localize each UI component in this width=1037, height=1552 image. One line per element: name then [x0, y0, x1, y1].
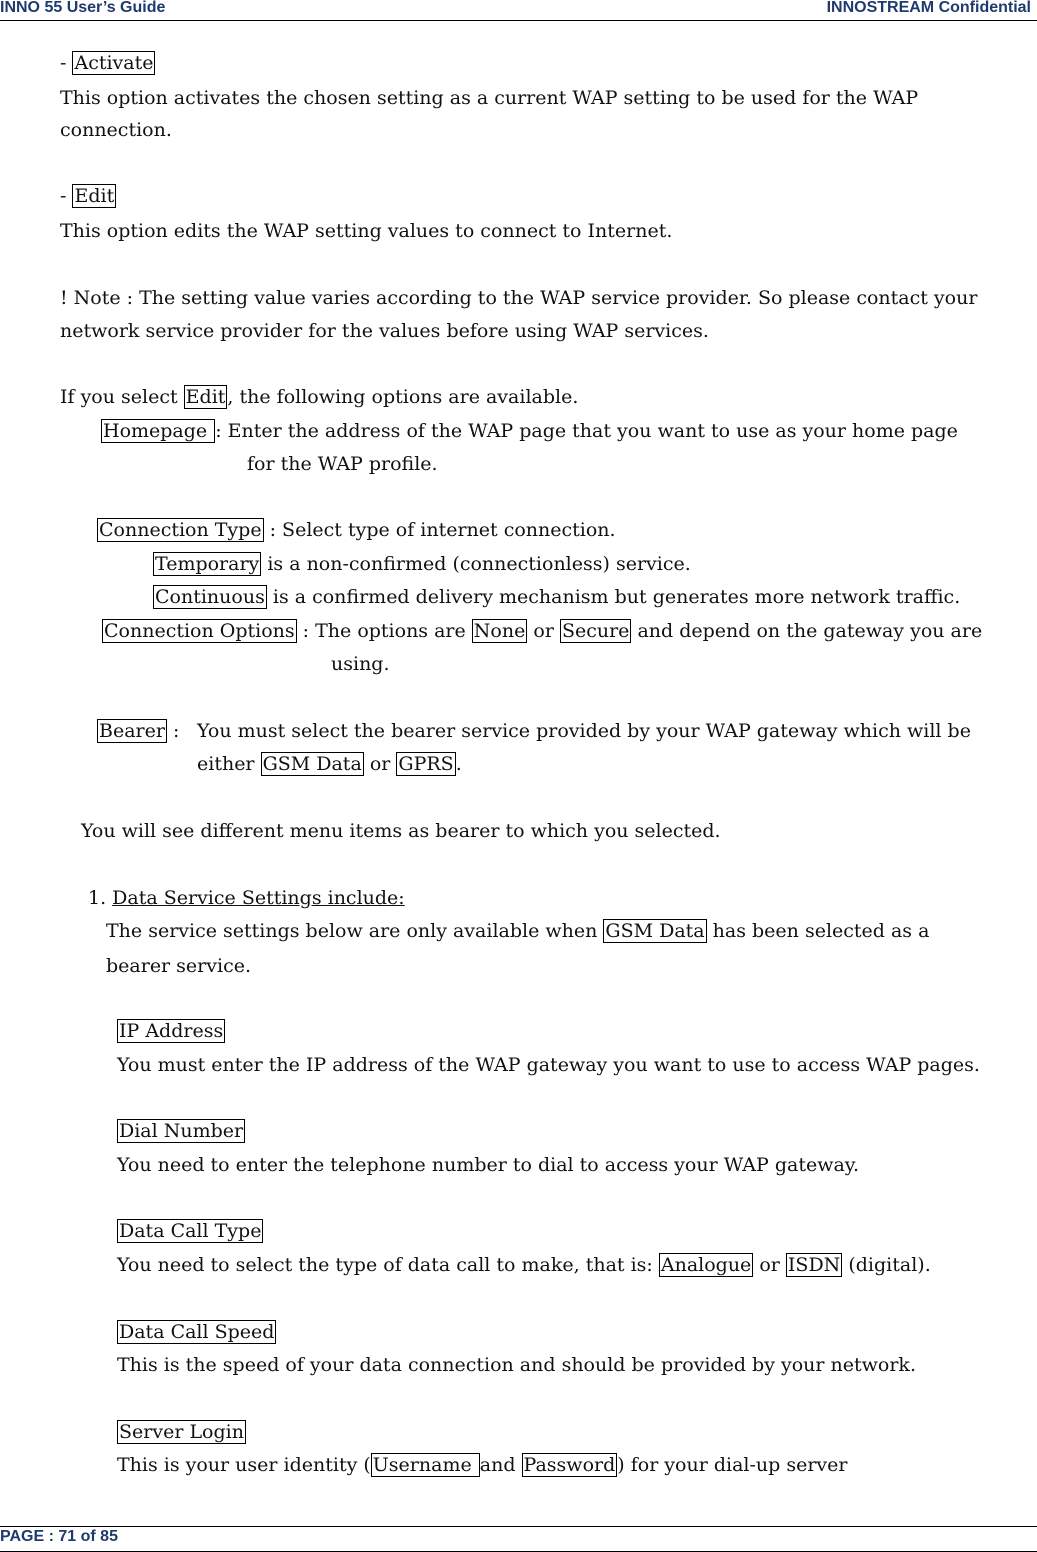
data-service-line-1: The service settings below are only available when GSM Data has been selected as a — [106, 920, 930, 942]
activate-desc-1: This option activates the chosen setting as a current WAP setting to be used for the WAP — [60, 87, 919, 109]
note-label: ! Note — [60, 287, 121, 309]
connection-type-line: Connection Type : Select type of internet connection. — [99, 519, 616, 541]
dial-number-heading — [117, 1119, 245, 1143]
note-line-1: ! Note : The setting value varies according to the WAP service provider. So please contact your — [60, 287, 978, 309]
homepage-line-1: Homepage : Enter the address of the WAP page that you want to use as your home page — [103, 420, 958, 442]
continuous-label: Continuous — [155, 586, 265, 608]
ip-address-heading — [117, 1019, 225, 1043]
data-call-type-heading — [117, 1219, 263, 1243]
activate-desc-2: connection. — [60, 119, 172, 141]
server-login-heading — [117, 1420, 246, 1444]
activate-label: Activate — [74, 52, 154, 74]
page-footer — [0, 1526, 1037, 1552]
bearer-line-1: Bearer : — [99, 720, 180, 742]
homepage-label: Homepage — [103, 420, 214, 442]
menu-items-text: You will see different menu items as bearer to which you selected. — [81, 820, 721, 842]
data-call-speed-desc: This is the speed of your data connection and should be provided by your network. — [117, 1354, 916, 1376]
analogue-option: Analogue — [660, 1254, 752, 1276]
username-option: Username — [372, 1454, 478, 1476]
bearer-label: Bearer — [99, 720, 165, 742]
page-number: PAGE : 71 of 85 — [0, 1528, 118, 1545]
select-edit-line: If you select Edit , the following options are available. — [60, 386, 579, 408]
dial-number-desc: You need to enter the telephone number to dial to access your WAP gateway. — [117, 1154, 860, 1176]
none-option: None — [473, 620, 526, 642]
data-call-speed-label: Data Call Speed — [119, 1321, 275, 1343]
temporary-line: Temporary is a non-confirmed (connectionless) service. — [155, 553, 691, 575]
data-call-type-label: Data Call Type — [119, 1220, 262, 1242]
bearer-line-2: either GSM Data or GPRS . — [197, 753, 462, 775]
temporary-label: Temporary — [155, 553, 260, 575]
isdn-option: ISDN — [787, 1254, 841, 1276]
select-edit-label: Edit — [185, 386, 226, 408]
ip-address-desc: You must enter the IP address of the WAP gateway you want to use to access WAP pages. — [117, 1054, 980, 1076]
password-option: Password — [523, 1454, 616, 1476]
ip-address-label: IP Address — [119, 1020, 224, 1042]
connection-options-label: Connection Options — [104, 620, 295, 642]
connection-options-line-2: using. — [331, 653, 390, 675]
data-service-title: Data Service Settings — [112, 887, 322, 909]
connection-options-line-1: Connection Options : The options are None or Secure and depend on the gateway you are — [104, 620, 983, 642]
connection-type-label: Connection Type — [99, 519, 262, 541]
header-confidential: INNOSTREAM Confidential — [826, 0, 1031, 16]
secure-option: Secure — [561, 620, 630, 642]
continuous-line: Continuous is a confirmed delivery mechanism but generates more network traffic. — [155, 586, 961, 608]
homepage-line-2: for the WAP profile. — [247, 453, 438, 475]
dial-number-label: Dial Number — [119, 1120, 244, 1142]
server-login-label: Server Login — [119, 1421, 244, 1443]
page-header — [0, 0, 1037, 21]
gsm-data-option: GSM Data — [262, 753, 362, 775]
data-service-heading: 1. Data Service Settings include: — [88, 887, 405, 909]
server-login-desc: This is your user identity ( Username and Password ) for your dial-up server — [117, 1454, 848, 1476]
edit-label: Edit — [74, 185, 115, 207]
data-call-type-desc: You need to select the type of data call to make, that is: Analogue or ISDN (digital). — [117, 1254, 931, 1276]
header-title: INNO 55 User’s Guide — [0, 0, 166, 16]
edit-heading: - Edit — [60, 185, 115, 207]
data-service-line-2: bearer service. — [106, 955, 251, 977]
data-call-speed-heading — [117, 1320, 276, 1344]
gprs-option: GPRS — [398, 753, 454, 775]
activate-heading: - Activate — [60, 52, 154, 74]
bearer-desc-1: You must select the bearer service provided by your WAP gateway which will be — [197, 720, 971, 742]
edit-desc: This option edits the WAP setting values to connect to Internet. — [60, 220, 673, 242]
gsm-data-label: GSM Data — [605, 920, 705, 942]
note-line-2: network service provider for the values before using WAP services. — [60, 320, 709, 342]
